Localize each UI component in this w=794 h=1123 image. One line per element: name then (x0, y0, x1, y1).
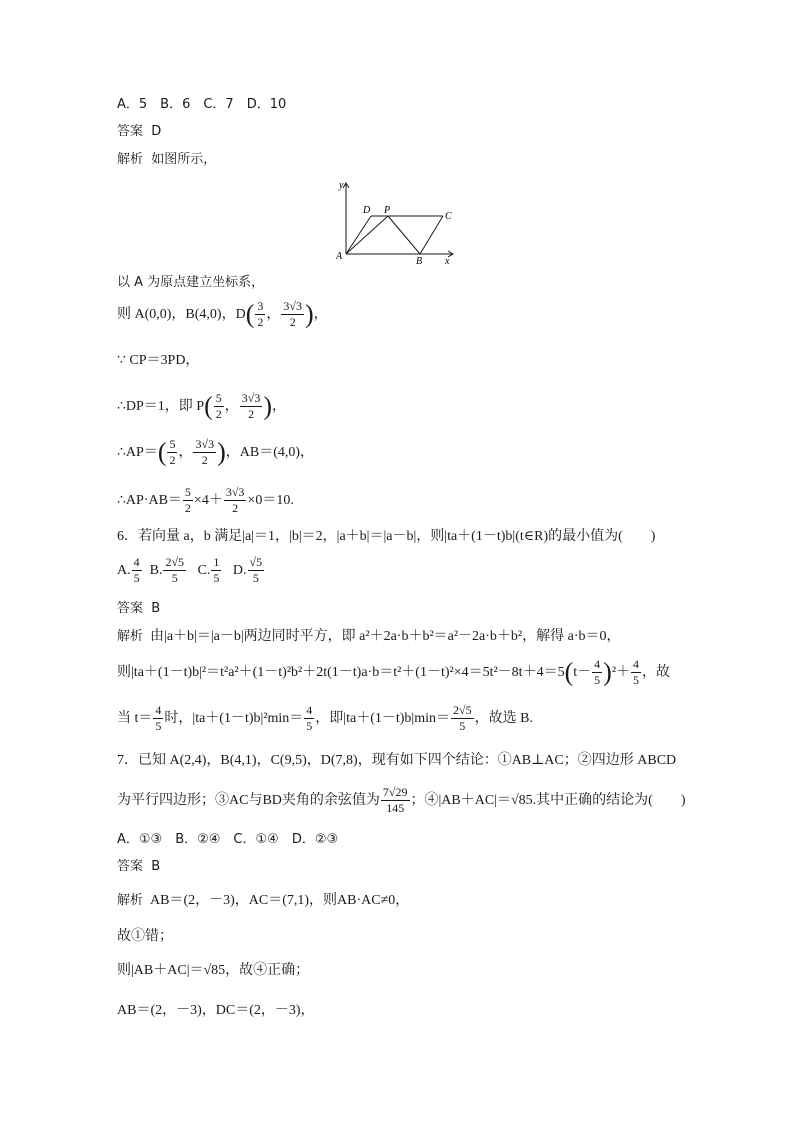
point-B: B (416, 256, 423, 266)
point-D: D (363, 205, 371, 216)
point-C: C (445, 211, 452, 222)
q7-analysis-line-2: 故①错； (117, 929, 173, 944)
q7-options: A．①③ B．②④ C．①④ D．②③ (117, 832, 339, 847)
q7-analysis-line-3: 则|AB＋AC|＝√85，故④正确； (117, 963, 310, 978)
analysis-label: 解析 (117, 152, 144, 167)
q6-analysis-line-1: 解析 由|a＋b|＝|a－b|两边同时平方，即 a²＋2a·b＋b²＝a²－2a·b＋b²，解得 a·b＝0， (117, 629, 621, 644)
q5-line-6: ∴AP·AB＝ $\frac{5}{2}$ ×4＋ $\frac{3√3}{2}$ ×0＝10. (117, 485, 294, 516)
point-A: A (336, 251, 343, 262)
q7-stem-line-1: 7．已知 A(2,4)，B(4,1)，C(9,5)，D(7,8)，现有如下四个结论：①AB⊥AC；②四边形 ABCD (117, 753, 677, 768)
analysis-text: 如图所示， (151, 152, 217, 167)
q6-analysis-line-3: 当 t＝ $\frac{4}{5}$ 时，|ta＋(1－t)b|²min＝ $\frac{4}{5}$ ，即|ta＋(1－t)b|min＝ $\frac{2√5}{5}$ ，故选 B. (117, 703, 533, 734)
fraction: $\frac{3}{2}$ (257, 299, 264, 330)
answer-label: 答案 (117, 124, 144, 139)
q6-analysis-line-2: 则|ta＋(1－t)b|²＝t²a²＋(1－t)²b²＋2t(1－t)a·b＝t²＋(1－t)²×4＝5t²－8t＋4＝5(t－ $\frac{4}{5}$ )²＋ $\frac{4}{5}$ ，故 (117, 657, 671, 688)
q5-analysis-intro (117, 153, 216, 166)
q5-line-5: ∴AP＝( $\frac{5}{2}$ ， $\frac{3√3}{2}$ )，AB＝(4,0)， (117, 437, 315, 468)
q5-line-2: 则 A(0,0)，B(4,0)，D( $\frac{3}{2}$ ， $\frac{3√3}{2}$ )， (117, 299, 328, 330)
y-label: y (339, 180, 344, 191)
coordinate-figure (333, 178, 458, 266)
q7-stem-line-2: 为平行四边形；③AC与BD夹角的余弦值为 $\frac{7√29}{145}$ ；④|AB＋AC|＝√85.其中正确的结论为( ) (117, 785, 686, 816)
q5-answer (117, 125, 161, 138)
q6-stem: 6．若向量 a，b 满足|a|＝1，|b|＝2，|a＋b|＝|a－b|，则|ta＋(1－t)b|(t∈R)的最小值为( ) (117, 529, 656, 544)
x-label: x (445, 256, 450, 266)
segment-CB (420, 216, 443, 254)
q5-options: A．5 B．6 C．7 D．10 (117, 97, 287, 112)
point-P: P (384, 205, 391, 216)
q7-answer: 答案 B (117, 859, 161, 874)
segment-PB (388, 216, 420, 254)
answer-value: D (151, 124, 162, 139)
q7-analysis-line-4: AB＝(2，－3)，DC＝(2，－3)， (117, 1003, 315, 1018)
q5-line-3: ∵ CP＝3PD， (117, 353, 200, 368)
fraction: $\frac{3√3}{2}$ (283, 299, 302, 330)
q6-options: A. $\frac{4}{5}$ B. $\frac{2√5}{5}$ C. $\frac{1}{5}$ D. $\frac{√5}{5}$ (117, 555, 263, 586)
q6-answer: 答案 B (117, 601, 161, 616)
q7-analysis-line-1: 解析 AB＝(2，－3)，AC＝(7,1)，则AB·AC≠0， (117, 893, 410, 908)
q5-line-1: 以 A 为原点建立坐标系， (117, 275, 265, 290)
q5-line-4: ∴DP＝1，即 P( $\frac{5}{2}$ ， $\frac{3√3}{2}$ )， (117, 391, 287, 422)
